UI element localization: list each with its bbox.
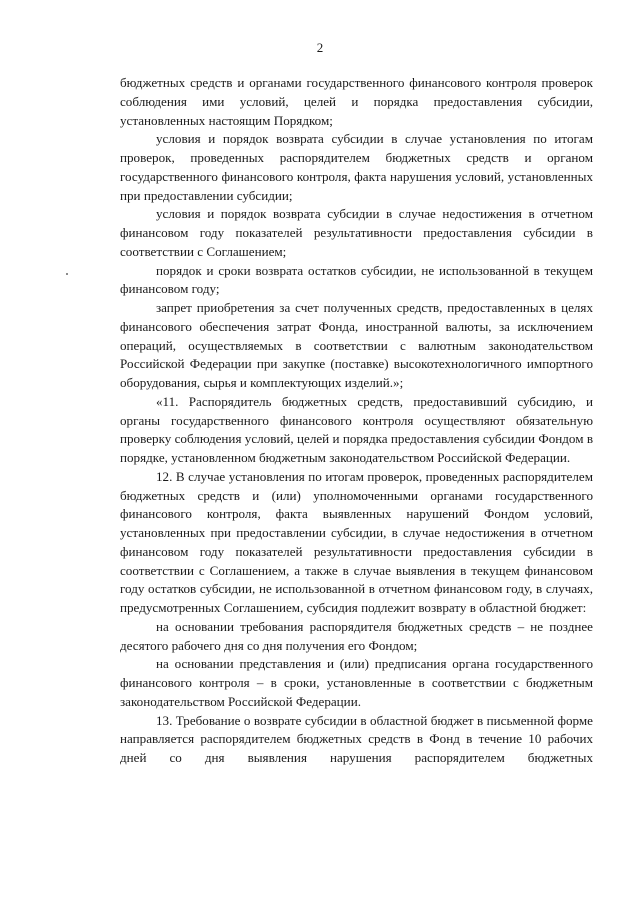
document-body [120,74,593,768]
paragraph: условия и порядок возврата субсидии в случае установления по итогам проверок, проведенных распорядителем бюджетных средств и органом государственного финансового контроля, факта нарушения условий, установленных при предоставлении субсидии; [120,131,593,203]
paragraph: «11. Распорядитель бюджетных средств, предоставивший субсидию, и органы государственного финансового контроля осуществляют обязательную проверку соблюдения условий, целей и порядка предоставления субсидии Фондом в порядке, установленном бюджетным законодательством Российской Федерации. [120,393,593,465]
paragraph: 13. Требование о возврате субсидии в областной бюджет в письменной форме направляется распорядителем бюджетных средств в Фонд в течение 10 рабочих дней со дня выявления нарушения распорядителем бюджетных [120,712,593,765]
scan-artifact-dot [66,273,68,275]
paragraph: условия и порядок возврата субсидии в случае недостижения в отчетном финансовом году показателей результативности предоставления субсидии в соответствии с Соглашением; [120,206,593,259]
paragraph: 12. В случае установления по итогам проверок, проведенных распорядителем бюджетных средств и (или) уполномоченными органами государственного финансового контроля, факта выявленных нарушений Фондом условий, установленных при предоставлении субсидии, в случае недостижения в отчетном финансовом году показателей результативности предоставления субсидии в соответствии с Соглашением, а также в случае выявления в текущем финансовом году остатков субсидии, не использованной в отчетном финансовом году, в случаях, предусмотренных Соглашением, субсидия подлежит возврату в областной бюджет: [120,468,593,615]
paragraph: на основании требования распорядителя бюджетных средств – не позднее десятого рабочего дня со дня получения его Фондом; [120,618,593,653]
paragraph: запрет приобретения за счет полученных средств, предоставленных в целях финансового обеспечения затрат Фонда, иностранной валюты, за исключением операций, осуществляемых в соответствии с валютным законодательством Российской Федерации при закупке (поставке) высокотехнологичного импортного оборудования, сырья и комплектующих изделий.»; [120,300,593,390]
paragraph: порядок и сроки возврата остатков субсидии, не использованной в текущем финансовом году; [120,262,593,297]
paragraph: на основании представления и (или) предписания органа государственного финансового контроля – в сроки, установленные в соответствии с бюджетным законодательством Российской Федерации. [120,656,593,709]
page-number: 2 [316,40,324,55]
paragraph: бюджетных средств и органами государственного финансового контроля проверок соблюдения ими условий, целей и порядка предоставления субсидии, установленных настоящим Порядком; [120,75,593,128]
